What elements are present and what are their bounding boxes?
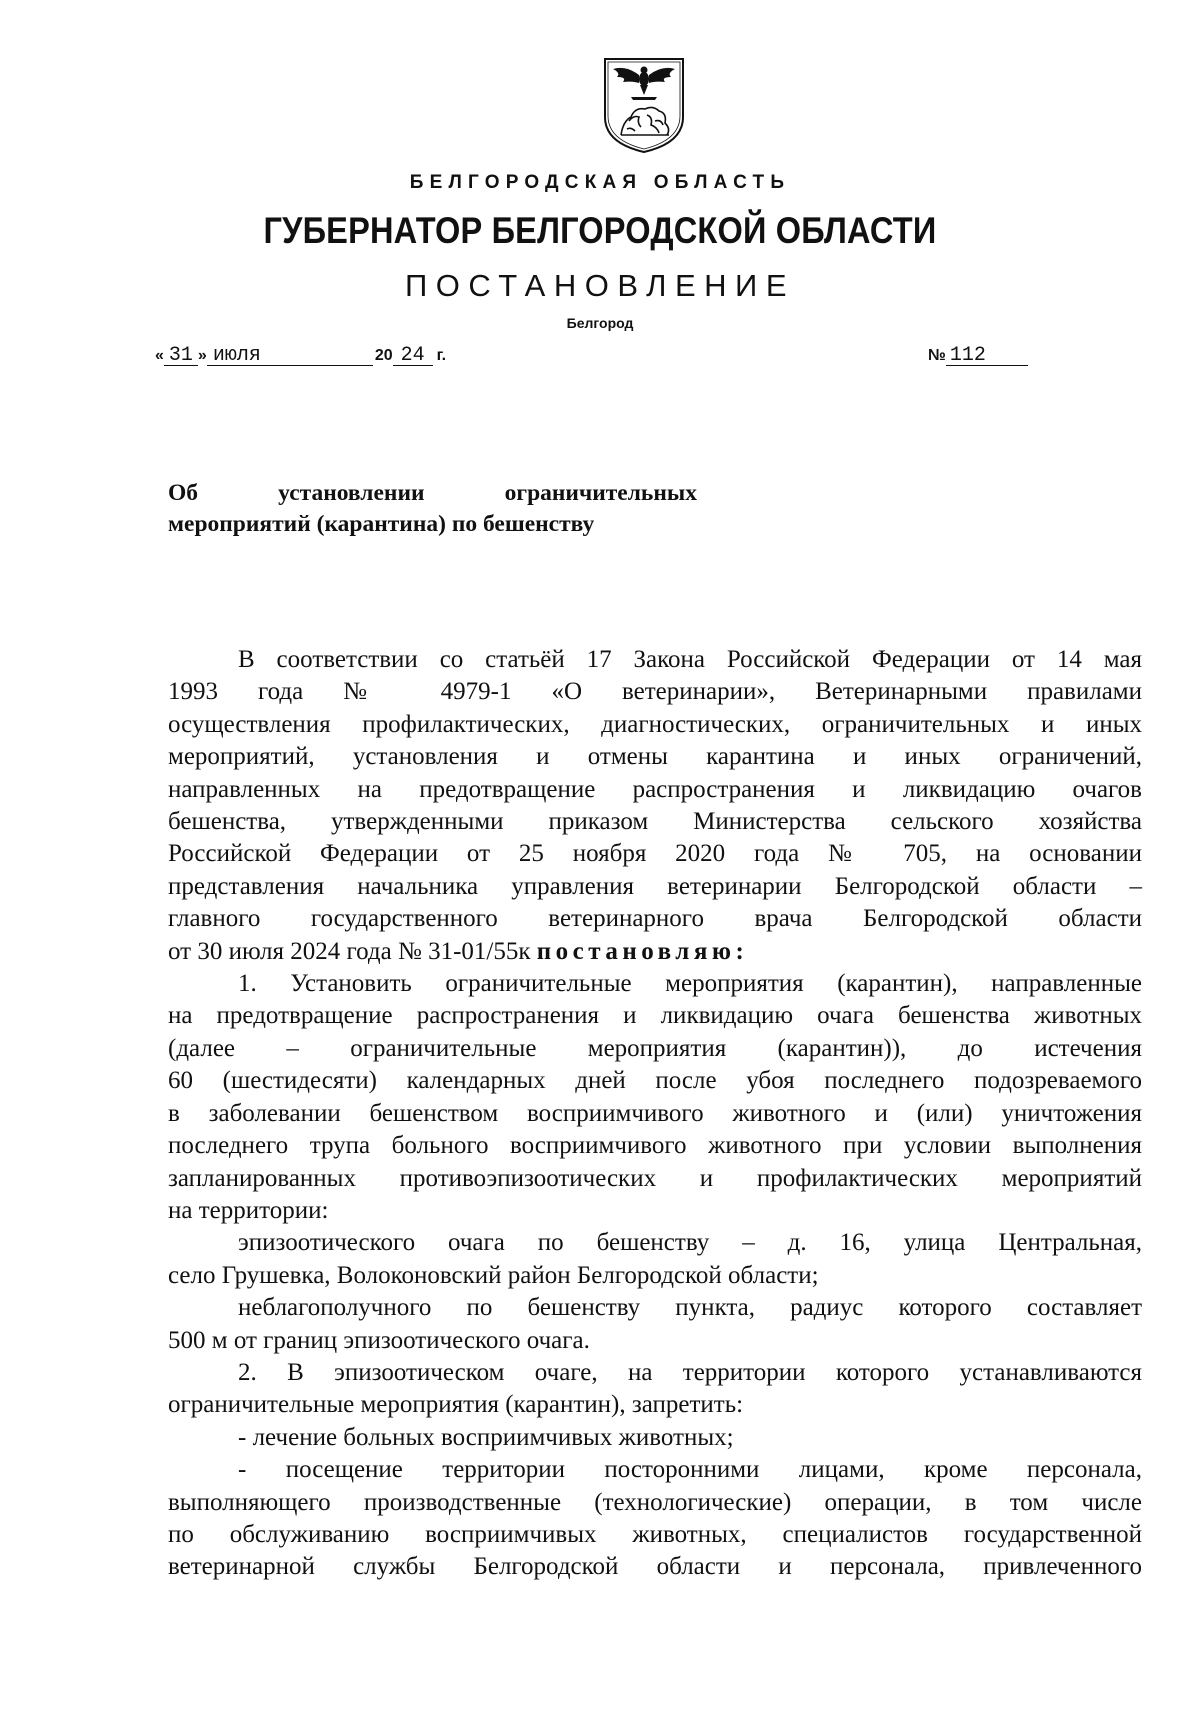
body-line: эпизоотического очага по бешенству – д. 16, улица Центральная, (238, 1229, 1142, 1257)
title-line: мероприятий (карантина) по бешенству (168, 511, 595, 537)
date-month: июля (207, 347, 373, 366)
body-line: ограничительные мероприятия (карантин), запретить: (168, 1391, 744, 1419)
body-line: неблагополучного по бешенству пункта, радиус которого составляет (238, 1294, 1142, 1322)
body-line: направленных на предотвращение распространения и ликвидацию очагов (168, 775, 1142, 803)
document-number: 112 (946, 347, 1028, 366)
date-year-suffix: 24 (393, 347, 433, 366)
city-name: Белгород (566, 315, 634, 331)
body-line: по обслуживанию восприимчивых животных, специалистов государственной (168, 1520, 1142, 1548)
body-line: 1. Установить ограничительные мероприятия (карантин), направленные (238, 970, 1142, 998)
body-line: В соответствии со статьёй 17 Закона Российской Федерации от 14 мая (238, 646, 1142, 673)
coat-of-arms-emblem (601, 55, 687, 155)
date-line (155, 344, 447, 367)
document-type: ПОСТАНОВЛЕНИЕ (404, 268, 796, 303)
date-year-mark: г. (436, 347, 447, 364)
document-title (168, 478, 697, 540)
body-line: 500 м от границ эпизоотического очага. (168, 1326, 590, 1354)
body-line: 2. В эпизоотическом очаге, на территории которого устанавливаются (238, 1358, 1142, 1386)
region-name: БЕЛГОРОДСКАЯ ОБЛАСТЬ (409, 172, 791, 193)
body-line (168, 936, 1142, 968)
date-open-quote: « (155, 347, 164, 364)
body-line: осуществления профилактических, диагностических, ограничительных и иных (168, 710, 1142, 738)
body-line: представления начальника управления ветеринарии Белгородской области – (168, 872, 1142, 900)
body-line: ветеринарной службы Белгородской области и персонала, привлеченного (168, 1553, 1142, 1581)
body-text: от 30 июля 2024 года № 31-01/55к (168, 937, 531, 965)
body-line: - лечение больных восприимчивых животных; (238, 1423, 734, 1451)
body-line: главного государственного ветеринарного врача Белгородской области (168, 905, 1142, 933)
body-line: последнего трупа больного восприимчивого животного при условии выполнения (168, 1132, 1142, 1160)
body-line: село Грушевка, Волоконовский район Белгородской области; (168, 1261, 819, 1289)
date-year-prefix: 20 (374, 347, 393, 364)
body-line: на территории: (168, 1196, 329, 1224)
body-line: на предотвращение распространения и ликвидацию очага бешенства животных (168, 1002, 1142, 1030)
body-line: запланированных противоэпизоотических и профилактических мероприятий (168, 1164, 1142, 1192)
body-line: Российской Федерации от 25 ноября 2020 года № 705, на основании (168, 840, 1142, 868)
body-line: в заболевании бешенством восприимчивого животного и (или) уничтожения (168, 1099, 1142, 1127)
resolve-word: постановляю: (536, 937, 749, 965)
issuer-title: ГУБЕРНАТОР БЕЛГОРОДСКОЙ ОБЛАСТИ (263, 210, 937, 251)
document-body (168, 644, 1142, 1584)
date-day: 31 (164, 347, 198, 366)
body-line: 1993 года № 4979-1 «О ветеринарии», Ветеринарными правилами (168, 678, 1142, 706)
body-line: выполняющего производственные (технологические) операции, в том числе (168, 1488, 1142, 1516)
number-label: № (928, 347, 946, 364)
number-line (928, 344, 1028, 367)
body-line: (далее – ограничительные мероприятия (карантин)), до истечения (168, 1034, 1142, 1062)
title-line: Об установлении ограничительных (168, 480, 697, 506)
body-line: мероприятий, установления и отмены карантина и иных ограничений, (168, 743, 1142, 771)
body-line: - посещение территории посторонними лицами, кроме персонала, (238, 1456, 1142, 1484)
body-line: бешенства, утвержденными приказом Министерства сельского хозяйства (168, 808, 1142, 836)
date-close-quote: » (197, 347, 207, 364)
body-line: 60 (шестидесяти) календарных дней после убоя последнего подозреваемого (168, 1067, 1142, 1095)
